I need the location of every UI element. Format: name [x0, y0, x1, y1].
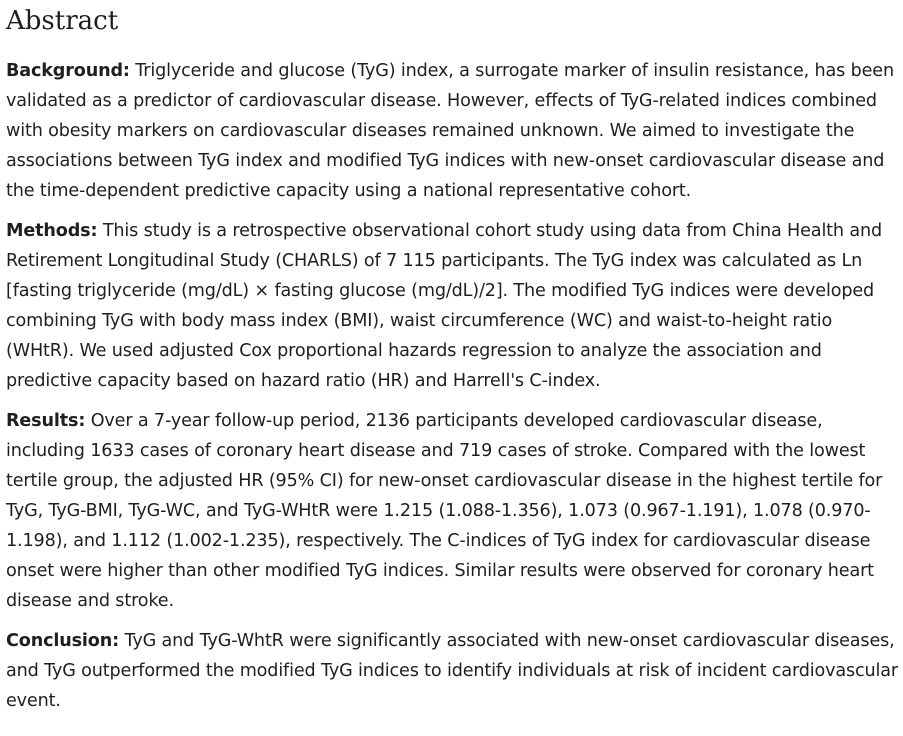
results-text: Over a 7-year follow-up period, 2136 participants developed cardiovascular disease, including 1633 cases of coronary heart disease and 719 cases of stroke. Compared with the lowest tertile group, the adjusted HR (95% CI) for new-onset cardiovascular disease in the highest tertile for TyG, TyG-BMI, TyG-WC, and TyG-WHtR were 1.215 (1.088-1.356), 1.073 (0.967-1.191), 1.078 (0.970-1.198), and 1.112 (1.002-1.235), respectively. The C-indices of TyG index for cardiovascular disease onset were higher than other modified TyG indices. Similar results were observed for coronary heart disease and stroke. — [6, 411, 883, 611]
background-label: Background: — [6, 61, 130, 81]
methods-paragraph — [6, 216, 901, 396]
conclusion-paragraph — [6, 626, 901, 716]
results-label: Results: — [6, 411, 86, 431]
abstract-title: Abstract — [6, 6, 119, 36]
results-paragraph — [6, 406, 901, 616]
conclusion-label: Conclusion: — [6, 631, 120, 651]
background-paragraph — [6, 56, 901, 206]
conclusion-text: TyG and TyG-WhtR were significantly associated with new-onset cardiovascular diseases, and TyG outperformed the modified TyG indices to identify individuals at risk of incident cardiovascular event. — [6, 631, 898, 711]
methods-text: This study is a retrospective observational cohort study using data from China Health and Retirement Longitudinal Study (CHARLS) of 7 115 participants. The TyG index was calculated as Ln [fasting triglyceride (mg/dL) × fasting glucose (mg/dL)/2]. The modified TyG indices were developed combining TyG with body mass index (BMI), waist circumference (WC) and waist-to-height ratio (WHtR). We used adjusted Cox proportional hazards regression to analyze the association and predictive capacity based on hazard ratio (HR) and Harrell's C-index. — [6, 221, 883, 391]
methods-label: Methods: — [6, 221, 98, 241]
background-text: Triglyceride and glucose (TyG) index, a surrogate marker of insulin resistance, has been validated as a predictor of cardiovascular disease. However, effects of TyG-related indices combined with obesity markers on cardiovascular diseases remained unknown. We aimed to investigate the associations between TyG index and modified TyG indices with new-onset cardiovascular disease and the time-dependent predictive capacity using a national representative cohort. — [6, 61, 894, 201]
